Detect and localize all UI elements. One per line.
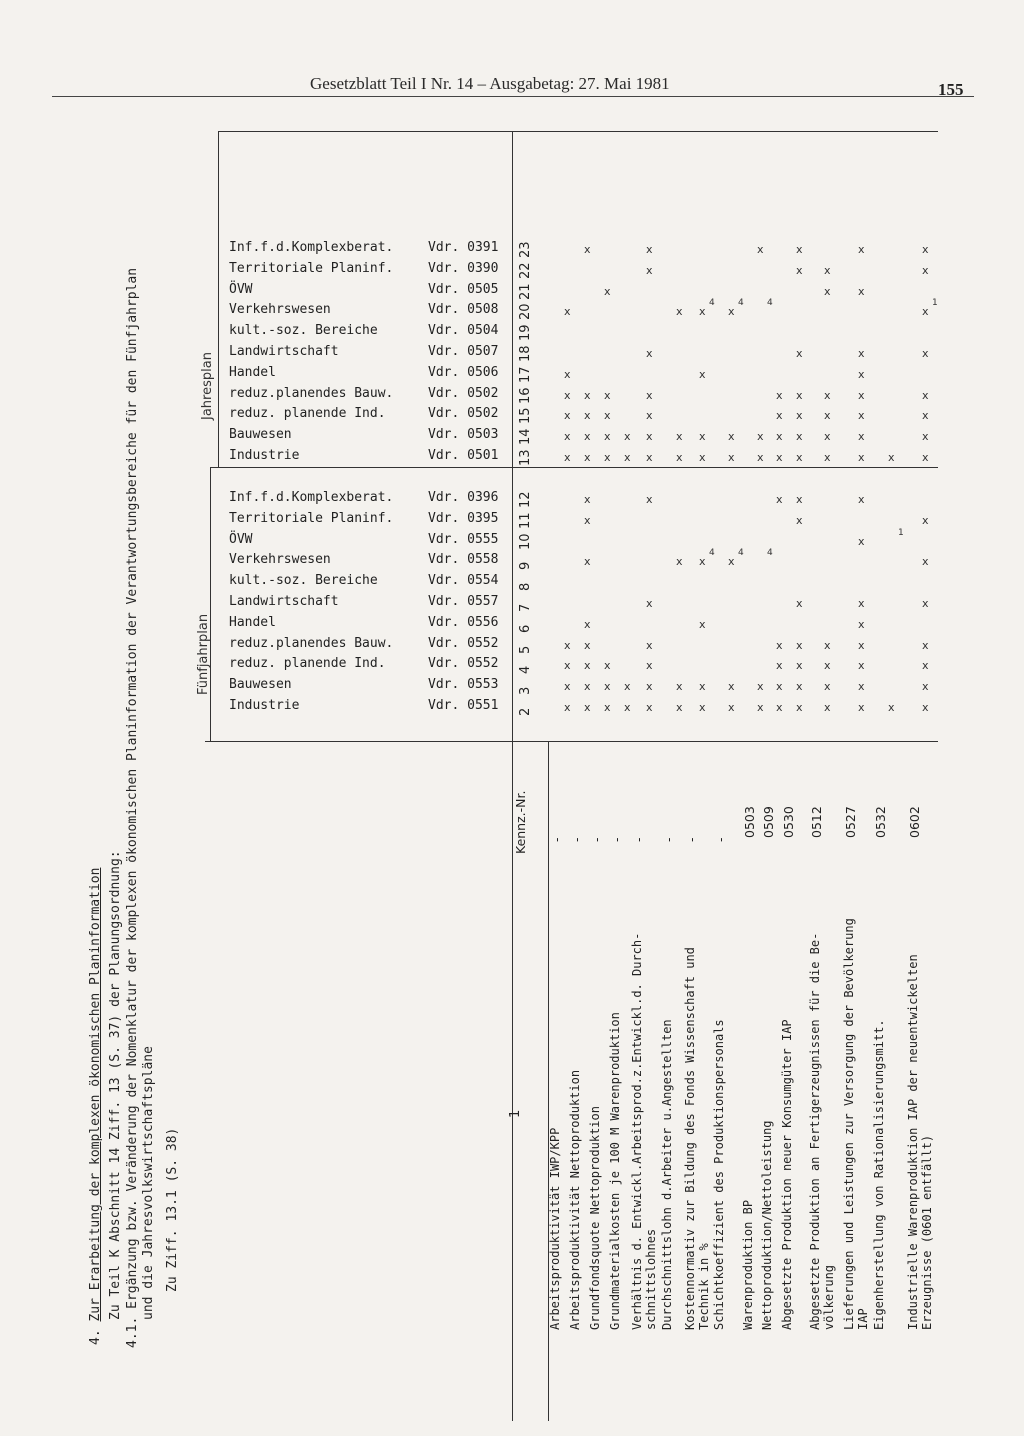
mark-x: x xyxy=(796,388,803,402)
indicator-label: Lieferungen und Leistungen zur Versorgung der Bevölkerung xyxy=(842,918,856,1330)
mark-x: x xyxy=(796,263,803,277)
recipient-label: Inf.f.d.Komplexberat. xyxy=(229,240,394,255)
mark-x: x xyxy=(624,451,631,464)
recipient-column-number: 20 xyxy=(518,303,533,321)
recipient-label: ÖVW xyxy=(229,281,253,297)
col1-header: 1 xyxy=(508,1109,523,1118)
mark-x: x xyxy=(584,388,591,402)
mark-x: x xyxy=(922,701,929,714)
mark-x: x xyxy=(699,680,706,694)
recipient-column-number: 10 xyxy=(518,533,533,550)
mark-x: x xyxy=(858,493,865,506)
mark-x: x xyxy=(604,451,611,464)
recipient-column-number: 11 xyxy=(518,512,533,529)
indicator-kennz: 0512 xyxy=(809,806,824,838)
recipient-label: Verkehrswesen xyxy=(229,552,331,568)
mark-x: x xyxy=(824,638,831,652)
indicator-label: Grundfondsquote Nettoproduktion xyxy=(588,1106,602,1330)
mark-x: x xyxy=(699,617,706,631)
indicator-kennz: - xyxy=(569,837,584,842)
mark-x: x xyxy=(646,597,653,610)
mark-x: x xyxy=(922,597,929,610)
mark-x: x xyxy=(564,388,571,402)
mark-x: x xyxy=(776,409,783,423)
recipient-vdr: Vdr. 0502 xyxy=(428,385,499,401)
mark-x: x xyxy=(699,305,706,319)
mark-x: x xyxy=(858,451,865,464)
recipient-label: ÖVW xyxy=(229,531,253,547)
mark-x: x xyxy=(757,451,764,464)
mark-x: x xyxy=(824,284,831,298)
indicator-label: völkerung xyxy=(822,1264,836,1330)
indicator-kennz: - xyxy=(631,837,646,842)
mark-note: 4 xyxy=(738,298,744,309)
mark-x: x xyxy=(796,680,803,694)
mark-x: x xyxy=(646,659,653,673)
indicator-label: Kostennormativ zur Bildung des Fonds Wissenschaft und xyxy=(683,947,697,1330)
mark-x: x xyxy=(564,638,571,652)
mark-x: x xyxy=(604,701,611,714)
mark-x: x xyxy=(584,617,591,631)
recipient-label: Territoriale Planinf. xyxy=(229,510,394,526)
mark-x: x xyxy=(796,701,803,714)
recipient-label: Landwirtschaft xyxy=(229,344,339,359)
recipient-column-number: 4 xyxy=(518,666,533,675)
mark-note: 4 xyxy=(767,548,773,559)
indicator-label: Schichtkoeffizient des Produktionspersonals xyxy=(712,1019,726,1330)
mark-x: x xyxy=(796,409,803,423)
recipient-vdr: Vdr. 0504 xyxy=(428,323,499,339)
recipient-column-number: 14 xyxy=(518,428,533,446)
mark-x: x xyxy=(676,555,683,569)
mark-x: x xyxy=(646,243,653,256)
mark-x: x xyxy=(584,638,591,652)
mark-x: x xyxy=(646,409,653,423)
mark-x: x xyxy=(604,284,611,298)
mark-x: x xyxy=(796,430,803,444)
mark-x: x xyxy=(922,555,929,569)
indicator-kennz: - xyxy=(549,837,564,842)
recipient-column-number: 17 xyxy=(518,366,533,383)
mark-note: 4 xyxy=(709,298,715,309)
table-bottom-rule xyxy=(205,741,938,742)
intro-heading xyxy=(88,868,103,1345)
mark-x: x xyxy=(858,534,865,548)
recipient-vdr: Vdr. 0551 xyxy=(428,698,499,713)
mark-x: x xyxy=(646,680,653,694)
mark-x: x xyxy=(584,493,591,506)
mark-x: x xyxy=(858,701,865,714)
indicator-label: Arbeitsproduktivität IWP/KPP xyxy=(548,1127,562,1330)
recipient-label: Inf.f.d.Komplexberat. xyxy=(229,490,394,505)
section-jahresplan: Jahresplan xyxy=(200,352,215,420)
indicator-label: Eigenherstellung von Rationalisierungsmitt. xyxy=(872,1019,886,1330)
recipient-label: reduz.planendes Bauw. xyxy=(229,385,394,401)
mark-x: x xyxy=(796,638,803,652)
mark-note: 1 xyxy=(932,298,938,309)
table-middle-rule xyxy=(210,467,938,468)
recipient-column-number: 15 xyxy=(518,407,533,425)
indicator-label: Warenproduktion BP xyxy=(741,1199,755,1330)
mark-x: x xyxy=(796,451,803,464)
indicator-kennz: 0532 xyxy=(873,806,888,838)
recipient-vdr: Vdr. 0501 xyxy=(428,448,499,463)
indicator-label: Abgesetzte Produktion an Fertigerzeugnissen für die Be- xyxy=(808,932,822,1330)
mark-x: x xyxy=(858,638,865,652)
mark-x: x xyxy=(604,659,611,673)
indicator-label: Industrielle Warenproduktion IAP der neuentwickelten xyxy=(906,954,920,1330)
mark-x: x xyxy=(922,347,929,360)
recipient-column-number: 7 xyxy=(518,603,533,612)
intro-heading-num: 4. xyxy=(88,1329,103,1345)
mark-x: x xyxy=(796,597,803,610)
recipient-label: reduz. planende Ind. xyxy=(229,406,386,422)
mark-x: x xyxy=(824,701,831,714)
mark-x: x xyxy=(676,701,683,714)
mark-note: 4 xyxy=(767,298,773,309)
mark-x: x xyxy=(922,263,929,277)
recipient-column-number: 16 xyxy=(518,387,533,404)
recipient-label: Bauwesen xyxy=(229,427,292,443)
indicator-kennz: 0527 xyxy=(843,806,858,838)
mark-x: x xyxy=(728,701,735,714)
indicator-kennz: - xyxy=(713,837,728,842)
mark-x: x xyxy=(796,493,803,506)
recipient-label: Landwirtschaft xyxy=(229,594,339,609)
recipient-vdr: Vdr. 0558 xyxy=(428,552,499,568)
mark-x: x xyxy=(646,347,653,360)
intro-line-3: und die Jahresvolkswirtschaftspläne xyxy=(141,1046,156,1320)
mark-x: x xyxy=(824,659,831,673)
intro-line-1: Zu Teil K Abschnitt 14 Ziff. 13 (S. 37) der Planungsordnung: xyxy=(108,850,123,1320)
mark-x: x xyxy=(646,263,653,277)
mark-x: x xyxy=(858,388,865,402)
mark-x: x xyxy=(699,451,706,464)
mark-x: x xyxy=(858,430,865,444)
mark-x: x xyxy=(728,555,735,569)
mark-x: x xyxy=(699,430,706,444)
mark-x: x xyxy=(922,409,929,423)
recipient-vdr: Vdr. 0505 xyxy=(428,281,499,297)
mark-x: x xyxy=(776,659,783,673)
column-number-rule xyxy=(512,131,513,1421)
indicator-kennz: - xyxy=(609,837,624,842)
indicator-kennz: 0503 xyxy=(742,806,757,838)
mark-x: x xyxy=(776,701,783,714)
recipient-label: Industrie xyxy=(229,698,300,713)
indicator-kennz: - xyxy=(589,837,604,842)
recipient-vdr: Vdr. 0555 xyxy=(428,531,499,547)
recipient-vdr: Vdr. 0552 xyxy=(428,635,499,651)
recipient-vdr: Vdr. 0390 xyxy=(428,260,499,276)
mark-x: x xyxy=(564,451,571,464)
recipient-column-number: 23 xyxy=(518,241,533,258)
mark-x: x xyxy=(646,701,653,714)
mark-x: x xyxy=(584,409,591,423)
intro-line-4: Zu Ziff. 13.1 (S. 38) xyxy=(165,1127,180,1292)
recipient-vdr: Vdr. 0507 xyxy=(428,344,499,359)
mark-x: x xyxy=(699,701,706,714)
intro-heading-text: Zur Erarbeitung der komplexen ökonomischen Planinformation xyxy=(88,867,103,1322)
indicator-label: Technik in % xyxy=(697,1243,711,1330)
intro-line-2: 4.1. Ergänzung bzw. Veränderung der Nomenklatur der komplexen ökonomischen Planinformation der Verantwortungsbereiche für den Fünfjahrplan xyxy=(125,267,140,1348)
mark-x: x xyxy=(564,659,571,673)
mark-x: x xyxy=(922,243,929,256)
mark-x: x xyxy=(584,701,591,714)
recipient-vdr: Vdr. 0395 xyxy=(428,510,499,526)
recipient-column-number: 19 xyxy=(518,324,533,342)
mark-x: x xyxy=(728,430,735,444)
recipient-column-number: 18 xyxy=(518,345,533,362)
mark-x: x xyxy=(728,305,735,319)
mark-x: x xyxy=(757,430,764,444)
recipient-column-number: 22 xyxy=(518,262,533,279)
table-top-rule xyxy=(218,131,938,132)
mark-x: x xyxy=(646,638,653,652)
mark-x: x xyxy=(858,243,865,256)
mark-x: x xyxy=(699,555,706,569)
indicator-kennz: 0530 xyxy=(781,806,796,838)
mark-x: x xyxy=(776,388,783,402)
recipient-column-number: 3 xyxy=(518,686,533,696)
mark-x: x xyxy=(858,597,865,610)
mark-x: x xyxy=(776,680,783,694)
section-fuenfjahrplan: Fünfjahrplan xyxy=(196,613,211,695)
mark-note: 4 xyxy=(738,548,744,559)
recipient-column-number: 9 xyxy=(518,562,533,571)
recipient-label: Verkehrswesen xyxy=(229,302,331,318)
indicator-label: Erzeugnisse (0601 entfällt) xyxy=(920,1134,934,1330)
mark-x: x xyxy=(858,659,865,673)
mark-x: x xyxy=(776,430,783,444)
recipient-vdr: Vdr. 0502 xyxy=(428,406,499,422)
recipient-label: Handel xyxy=(229,614,276,630)
indicator-label: Durchschnittslohn d.Arbeiter u.Angestellten xyxy=(660,1019,674,1330)
recipient-column-number: 12 xyxy=(518,491,533,508)
mark-x: x xyxy=(624,680,631,694)
mark-x: x xyxy=(922,513,929,527)
indicator-label: Grundmaterialkosten je 100 M Warenproduktion xyxy=(608,1012,622,1330)
mark-note: 1 xyxy=(898,527,904,538)
mark-x: x xyxy=(624,430,631,444)
indicator-label: Abgesetzte Produktion neuer Konsumgüter IAP xyxy=(780,1019,794,1330)
indicator-kennz: - xyxy=(661,837,676,842)
mark-x: x xyxy=(757,243,764,256)
mark-x: x xyxy=(676,451,683,464)
recipient-column-number: 21 xyxy=(518,283,533,300)
mark-x: x xyxy=(604,409,611,423)
mark-x: x xyxy=(796,347,803,360)
mark-x: x xyxy=(858,617,865,631)
recipient-column-number: 8 xyxy=(518,582,533,592)
mark-x: x xyxy=(824,680,831,694)
mark-x: x xyxy=(646,388,653,402)
mark-x: x xyxy=(858,284,865,298)
recipient-column-number: 5 xyxy=(518,645,533,654)
recipient-label: Bauwesen xyxy=(229,677,292,693)
mark-x: x xyxy=(922,680,929,694)
recipient-label: reduz.planendes Bauw. xyxy=(229,635,394,651)
mark-x: x xyxy=(646,430,653,444)
recipient-column-number: 6 xyxy=(518,624,533,633)
mark-x: x xyxy=(584,513,591,527)
mark-x: x xyxy=(728,680,735,694)
mark-x: x xyxy=(776,451,783,464)
mark-x: x xyxy=(824,451,831,464)
recipient-column-number: 13 xyxy=(518,449,533,466)
indicator-label: Nettoproduktion/Nettoleistung xyxy=(760,1120,774,1330)
page-number: 155 xyxy=(938,80,964,99)
mark-x: x xyxy=(564,680,571,694)
mark-x: x xyxy=(922,388,929,402)
mark-x: x xyxy=(584,451,591,464)
mark-x: x xyxy=(564,367,571,381)
mark-x: x xyxy=(796,659,803,673)
recipient-label: reduz. planende Ind. xyxy=(229,656,386,672)
indicator-kennz: 0509 xyxy=(761,806,776,838)
mark-x: x xyxy=(564,305,571,319)
mark-x: x xyxy=(604,430,611,444)
mark-x: x xyxy=(922,451,929,464)
recipient-label: kult.-soz. Bereiche xyxy=(229,573,378,589)
mark-x: x xyxy=(757,701,764,714)
mark-x: x xyxy=(858,680,865,694)
recipient-vdr: Vdr. 0556 xyxy=(428,614,499,630)
recipient-vdr: Vdr. 0508 xyxy=(428,302,499,318)
mark-x: x xyxy=(858,367,865,381)
page-header: Gesetzblatt Teil I Nr. 14 – Ausgabetag: 27. Mai 1981 xyxy=(310,74,670,93)
recipient-vdr: Vdr. 0554 xyxy=(428,573,499,589)
table-left-rule-lower xyxy=(210,467,211,741)
recipient-label: Handel xyxy=(229,364,276,380)
indicator-kennz: 0602 xyxy=(907,806,922,838)
mark-x: x xyxy=(824,263,831,277)
recipient-vdr: Vdr. 0557 xyxy=(428,594,499,609)
recipient-vdr: Vdr. 0506 xyxy=(428,364,499,380)
mark-x: x xyxy=(888,701,895,714)
recipient-label: Territoriale Planinf. xyxy=(229,260,394,276)
mark-x: x xyxy=(824,409,831,423)
mark-x: x xyxy=(824,388,831,402)
recipient-label: Industrie xyxy=(229,448,300,463)
indicator-label: Arbeitsproduktivität Nettoproduktion xyxy=(568,1069,582,1330)
mark-x: x xyxy=(564,409,571,423)
mark-x: x xyxy=(676,305,683,319)
mark-x: x xyxy=(646,493,653,506)
mark-x: x xyxy=(922,305,929,319)
mark-x: x xyxy=(584,680,591,694)
mark-x: x xyxy=(604,680,611,694)
mark-x: x xyxy=(646,451,653,464)
mark-note: 4 xyxy=(709,548,715,559)
mark-x: x xyxy=(624,701,631,714)
mark-x: x xyxy=(564,701,571,714)
indicator-label: schnittslohnes xyxy=(644,1228,658,1330)
recipient-vdr: Vdr. 0396 xyxy=(428,490,499,505)
mark-x: x xyxy=(584,659,591,673)
indicator-kennz: - xyxy=(684,837,699,842)
header-rule xyxy=(52,96,974,97)
mark-x: x xyxy=(584,555,591,569)
mark-x: x xyxy=(728,451,735,464)
mark-x: x xyxy=(564,430,571,444)
mark-x: x xyxy=(888,451,895,464)
mark-x: x xyxy=(922,659,929,673)
mark-x: x xyxy=(676,680,683,694)
mark-x: x xyxy=(858,409,865,423)
recipient-vdr: Vdr. 0503 xyxy=(428,427,499,443)
mark-x: x xyxy=(796,243,803,256)
table-left-rule-upper xyxy=(218,131,219,467)
mark-x: x xyxy=(776,493,783,506)
mark-x: x xyxy=(796,513,803,527)
mark-x: x xyxy=(757,680,764,694)
recipient-vdr: Vdr. 0391 xyxy=(428,240,499,255)
recipient-vdr: Vdr. 0553 xyxy=(428,677,499,693)
indicator-label: Verhältnis d. Entwickl.Arbeitsprod.z.Entwickl.d. Durch- xyxy=(630,932,644,1330)
mark-x: x xyxy=(858,347,865,360)
mark-x: x xyxy=(776,638,783,652)
mark-x: x xyxy=(699,367,706,381)
mark-x: x xyxy=(584,430,591,444)
kennz-header: Kennz.-Nr. xyxy=(513,790,528,854)
mark-x: x xyxy=(824,430,831,444)
indicator-label: IAP xyxy=(856,1308,870,1330)
mark-x: x xyxy=(676,430,683,444)
mark-x: x xyxy=(604,388,611,402)
mark-x: x xyxy=(922,430,929,444)
mark-x: x xyxy=(922,638,929,652)
recipient-label: kult.-soz. Bereiche xyxy=(229,323,378,339)
mark-x: x xyxy=(584,243,591,256)
recipient-vdr: Vdr. 0552 xyxy=(428,656,499,672)
recipient-column-number: 2 xyxy=(518,707,533,716)
